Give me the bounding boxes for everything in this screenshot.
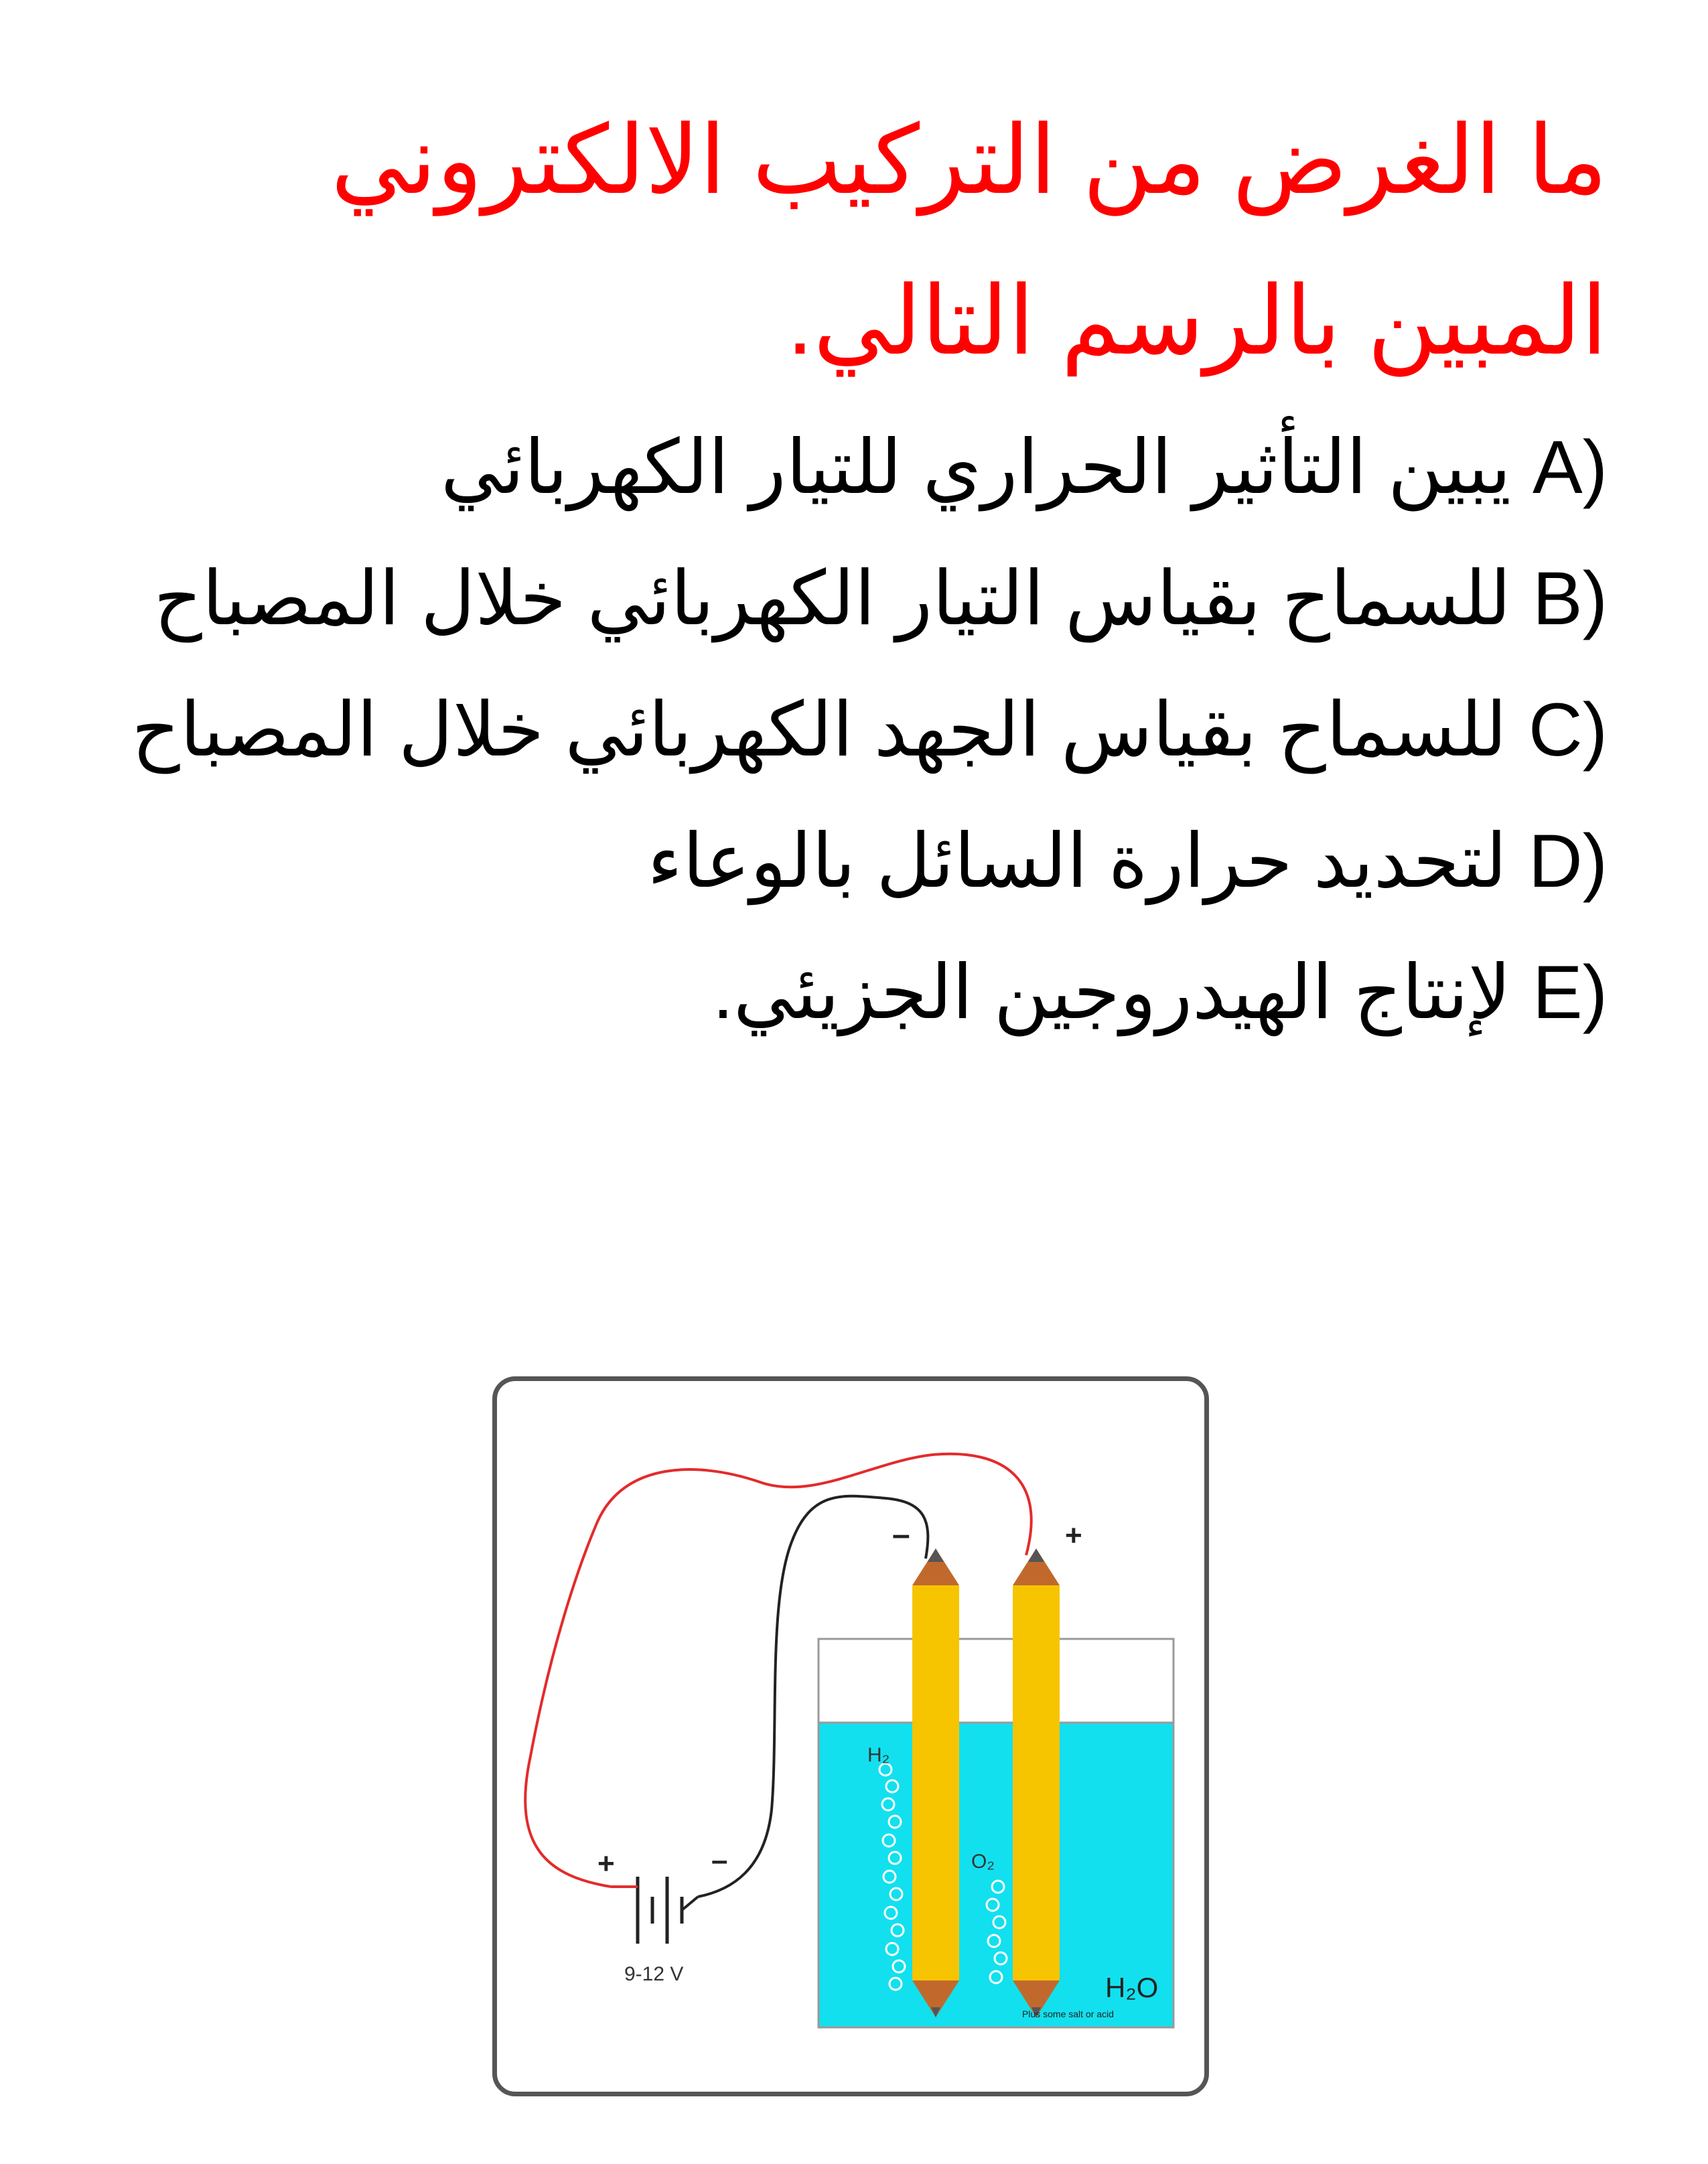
answer-options [100,402,1608,1058]
option-e-text: لإنتاج الهيدروجين الجزيئي. [712,950,1511,1034]
battery-minus-sign: – [711,1844,728,1877]
battery-plus-sign: + [597,1847,615,1880]
option-b[interactable] [100,533,1608,664]
o2-label: O₂ [971,1851,995,1873]
option-c[interactable] [100,664,1608,796]
option-b-letter: B) [1533,557,1608,640]
option-d[interactable] [100,796,1608,927]
option-d-text: لتحديد حرارة السائل بالوعاء [647,819,1507,903]
salt-acid-note: Plus some salt or acid [1022,2009,1114,2019]
electrolysis-svg [497,1381,1204,2092]
water-label: H₂O [1105,1972,1159,2003]
option-a-letter: A) [1533,425,1608,509]
option-b-text: للسماح بقياس التيار الكهربائي خلال المصباح [153,557,1511,640]
cathode-sign: – [892,1517,910,1553]
h2-label: H₂ [867,1744,890,1766]
option-c-letter: C) [1528,688,1608,772]
option-e[interactable] [100,927,1608,1058]
container-air-space [819,1639,1173,1723]
battery-voltage-label: 9-12 V [624,1963,684,1985]
anode-pencil [1013,1548,1060,2017]
cathode-pencil [912,1548,959,2017]
option-a-text: يبين التأثير الحراري للتيار الكهربائي [441,425,1511,509]
option-d-letter: D) [1528,819,1608,903]
question-text: ما الغرض من التركيب الالكتروني المبين بالرسم التالي. [330,107,1608,374]
battery-icon [611,1877,698,1944]
anode-sign: + [1065,1519,1082,1552]
electrolysis-diagram [492,1376,1209,2096]
option-c-text: للسماح بقياس الجهد الكهربائي خلال المصباح [131,688,1507,772]
option-e-letter: E) [1533,950,1608,1034]
option-a[interactable] [100,402,1608,533]
